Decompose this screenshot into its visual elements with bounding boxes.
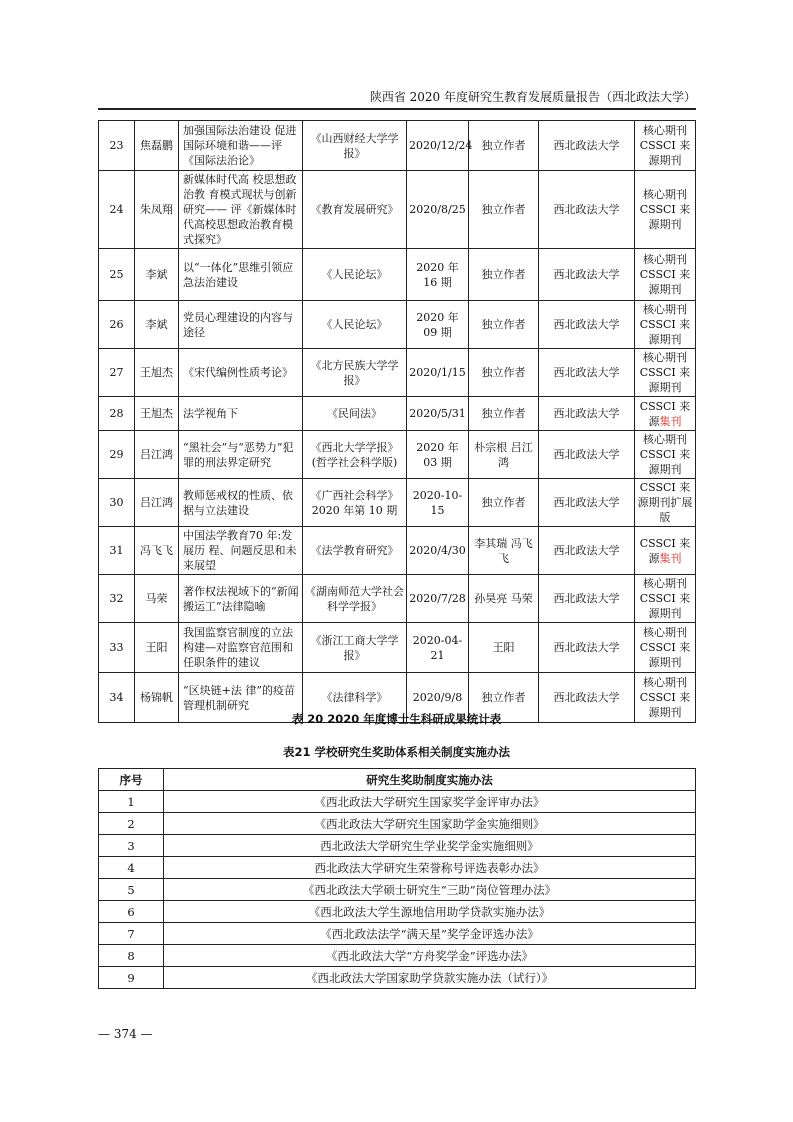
table-header-row <box>99 769 696 791</box>
cell-author-name-text: 吕江鸿 <box>140 448 173 461</box>
cell-publish-date-text: 2020/5/31 <box>409 407 466 420</box>
table-row <box>99 397 696 431</box>
cell-publish-date-text: 2020 年 09 期 <box>416 310 459 339</box>
cell-number: 8 <box>99 945 164 967</box>
cell-author-name <box>135 171 179 249</box>
cell-journal-level-text: 核心期刊CSSCI 来源期刊 <box>639 626 691 669</box>
cell-author-order-text: 独立作者 <box>481 691 526 704</box>
cell-policy-name: 《西北政法大学国家助学贷款实施办法（试行）》 <box>164 967 696 989</box>
cell-affiliation-text: 西北政法大学 <box>553 407 620 420</box>
cell-author-order <box>469 479 539 527</box>
cell-publish-date-text: 2020/1/15 <box>409 366 466 379</box>
cell-publish-date <box>407 171 469 249</box>
table-row <box>99 527 696 575</box>
cell-author-order <box>469 575 539 623</box>
cell-author-order-text: 独立作者 <box>481 268 526 281</box>
cell-author-name <box>135 349 179 397</box>
cell-affiliation-text: 西北政法大学 <box>553 592 620 605</box>
cell-author-order-text: 独立作者 <box>481 366 526 379</box>
cell-journal-text: 《法学教育研究》 <box>310 544 399 557</box>
cell-author-name-text: 王旭杰 <box>140 366 173 379</box>
journal-level-highlight: 集刊 <box>659 551 682 565</box>
cell-number-text: 31 <box>109 544 124 557</box>
cell-journal <box>303 249 407 301</box>
cell-publish-date-text: 2020/7/28 <box>409 592 466 605</box>
cell-affiliation-text: 西北政法大学 <box>553 641 620 654</box>
cell-number: 7 <box>99 923 164 945</box>
cell-journal-level-text: CSSCI 来源 <box>639 399 691 428</box>
cell-publish-date-text: 2020/8/25 <box>409 203 466 216</box>
cell-number: 5 <box>99 879 164 901</box>
cell-journal-level-text: 核心期刊CSSCI 来源期刊 <box>639 351 691 394</box>
cell-affiliation-text: 西北政法大学 <box>553 496 620 509</box>
cell-journal-level-text: CSSCI 来源 <box>639 536 691 565</box>
cell-author-order-text: 朴宗根 吕江鸿 <box>474 440 533 469</box>
cell-paper-title-text: 法学视角下 <box>183 407 238 420</box>
cell-author-order-text: 独立作者 <box>481 318 526 331</box>
cell-journal-text: 《北方民族大学学报》 <box>310 358 399 387</box>
cell-journal <box>303 349 407 397</box>
cell-journal-level <box>635 479 696 527</box>
cell-paper-title-text: 党员心理建设的内容与途径 <box>183 310 293 339</box>
cell-affiliation <box>539 397 635 431</box>
cell-author-order <box>469 623 539 673</box>
cell-publish-date <box>407 249 469 301</box>
cell-affiliation <box>539 171 635 249</box>
table-row <box>99 349 696 397</box>
cell-author-name-text: 李斌 <box>145 268 168 281</box>
cell-publish-date <box>407 479 469 527</box>
cell-author-order <box>469 431 539 479</box>
cell-journal-level-text: 核心期刊CSSCI 来源期刊 <box>639 433 691 476</box>
cell-affiliation-text: 西北政法大学 <box>553 203 620 216</box>
cell-journal-level <box>635 249 696 301</box>
cell-journal-level-text: 核心期刊CSSCI 来源期刊 <box>639 303 691 346</box>
table-row <box>99 967 696 989</box>
cell-paper-title-text: 以“一体化”思维引领应急法治建设 <box>183 260 294 289</box>
cell-affiliation-text: 西北政法大学 <box>553 691 620 704</box>
cell-affiliation <box>539 431 635 479</box>
cell-journal-level <box>635 623 696 673</box>
cell-number <box>99 301 135 349</box>
cell-journal-level-text: 核心期刊CSSCI 来源期刊 <box>639 676 691 719</box>
cell-publish-date <box>407 527 469 575</box>
table-row <box>99 171 696 249</box>
cell-author-name <box>135 249 179 301</box>
cell-affiliation-text: 西北政法大学 <box>553 366 620 379</box>
cell-paper-title <box>179 301 303 349</box>
cell-author-name <box>135 527 179 575</box>
cell-paper-title <box>179 121 303 171</box>
cell-paper-title-text: 我国监察官制度的立法构建—对监察官范围和任职条件的建议 <box>183 626 293 669</box>
cell-number: 6 <box>99 901 164 923</box>
cell-number-text: 32 <box>109 592 124 605</box>
table-21-caption: 表21 学校研究生奖助体系相关制度实施办法 <box>282 745 510 759</box>
cell-author-name-text: 焦磊鹏 <box>140 139 173 152</box>
cell-publish-date <box>407 349 469 397</box>
table-row <box>99 945 696 967</box>
cell-paper-title-text: 加强国际法治建设 促进国际环境和谐——评《国际法治论》 <box>183 124 297 167</box>
cell-number-text: 25 <box>109 268 124 281</box>
table-20-caption: 表 20 2020 年度博士生科研成果统计表 <box>291 712 502 726</box>
cell-number-text: 33 <box>109 641 124 654</box>
cell-journal-text: 《人民论坛》 <box>321 318 388 331</box>
cell-policy-name: 西北政法大学研究生学业奖学金实施细则》 <box>164 835 696 857</box>
cell-journal-level-text: 核心期刊CSSCI 来源期刊 <box>639 124 691 167</box>
cell-author-order-text: 孙昊亮 马荣 <box>474 592 533 605</box>
cell-number: 1 <box>99 791 164 813</box>
table-row <box>99 813 696 835</box>
cell-author-name-text: 王阳 <box>145 641 168 654</box>
cell-journal-text: 《民间法》 <box>327 407 382 420</box>
cell-journal <box>303 171 407 249</box>
table-row <box>99 623 696 673</box>
cell-journal <box>303 121 407 171</box>
cell-number <box>99 431 135 479</box>
cell-journal <box>303 527 407 575</box>
cell-publish-date <box>407 301 469 349</box>
cell-journal <box>303 301 407 349</box>
cell-number <box>99 171 135 249</box>
cell-paper-title-text: 中国法学教育70 年:发展历 程、问题反思和未来展望 <box>183 529 297 572</box>
award-rules-table <box>98 768 696 989</box>
cell-journal-text: 《教育发展研究》 <box>310 203 399 216</box>
cell-author-name <box>135 431 179 479</box>
cell-journal-level <box>635 171 696 249</box>
cell-number <box>99 349 135 397</box>
cell-journal <box>303 623 407 673</box>
cell-paper-title <box>179 249 303 301</box>
table-row <box>99 249 696 301</box>
cell-paper-title-text: 著作权法视域下的“新闻搬运工”法律隐喻 <box>183 584 299 613</box>
header-title: 陕西省 2020 年度研究生教育发展质量报告（西北政法大学） <box>369 90 696 104</box>
cell-affiliation-text: 西北政法大学 <box>553 139 620 152</box>
cell-affiliation-text: 西北政法大学 <box>553 268 620 281</box>
cell-author-name-text: 朱凤翔 <box>140 203 173 216</box>
cell-journal-level-text: 核心期刊CSSCI 来源期刊 <box>639 577 691 620</box>
journal-level-highlight: 集刊 <box>659 414 682 428</box>
cell-number-text: 34 <box>109 691 124 704</box>
cell-journal <box>303 575 407 623</box>
cell-number-text: 30 <box>109 496 124 509</box>
cell-paper-title <box>179 171 303 249</box>
cell-number-text: 29 <box>109 448 124 461</box>
cell-paper-title <box>179 431 303 479</box>
table-row <box>99 901 696 923</box>
cell-policy-name: 西北政法大学研究生荣誉称号评选表彰办法》 <box>164 857 696 879</box>
cell-author-order-text: 李其瑞 冯飞飞 <box>474 536 533 565</box>
cell-journal-level <box>635 349 696 397</box>
cell-policy-name: 《西北政法大学生源地信用助学贷款实施办法》 <box>164 901 696 923</box>
cell-publish-date-text: 2020-04-21 <box>412 633 463 662</box>
table-row <box>99 923 696 945</box>
cell-journal-level <box>635 575 696 623</box>
cell-number-text: 24 <box>109 203 124 216</box>
cell-paper-title-text: 教师惩戒权的性质、依据与立法建设 <box>183 488 293 517</box>
cell-number <box>99 249 135 301</box>
cell-number-text: 27 <box>109 366 124 379</box>
cell-publish-date <box>407 397 469 431</box>
cell-author-order <box>469 121 539 171</box>
cell-affiliation <box>539 527 635 575</box>
cell-journal-level-text: 核心期刊CSSCI 来源期刊 <box>639 253 691 296</box>
cell-paper-title <box>179 397 303 431</box>
cell-author-order <box>469 527 539 575</box>
cell-journal-level <box>635 431 696 479</box>
cell-author-order-text: 独立作者 <box>481 496 526 509</box>
cell-author-order <box>469 249 539 301</box>
table-row <box>99 835 696 857</box>
cell-affiliation <box>539 249 635 301</box>
cell-journal-level <box>635 397 696 431</box>
page-header <box>98 88 696 110</box>
cell-author-name-text: 李斌 <box>145 318 168 331</box>
cell-number-text: 26 <box>109 318 124 331</box>
cell-number-text: 28 <box>109 407 124 420</box>
table-row <box>99 857 696 879</box>
table-row <box>99 575 696 623</box>
cell-author-name-text: 马荣 <box>145 592 168 605</box>
cell-policy-name: 《西北政法大学研究生国家助学金实施细则》 <box>164 813 696 835</box>
cell-paper-title <box>179 623 303 673</box>
cell-author-order-text: 独立作者 <box>481 139 526 152</box>
cell-number: 4 <box>99 857 164 879</box>
table-row <box>99 121 696 171</box>
cell-author-name <box>135 479 179 527</box>
cell-policy-name: 《西北政法大学研究生国家奖学金评审办法》 <box>164 791 696 813</box>
cell-paper-title-text: “黑社会”与“恶势力”犯罪的刑法界定研究 <box>183 440 294 469</box>
cell-number <box>99 397 135 431</box>
cell-journal-level <box>635 121 696 171</box>
cell-paper-title <box>179 527 303 575</box>
cell-number <box>99 479 135 527</box>
cell-affiliation-text: 西北政法大学 <box>553 448 620 461</box>
table-row <box>99 791 696 813</box>
table-row <box>99 479 696 527</box>
cell-affiliation <box>539 349 635 397</box>
cell-affiliation-text: 西北政法大学 <box>553 318 620 331</box>
table-row <box>99 301 696 349</box>
cell-journal-text: 《浙江工商大学学报》 <box>310 633 399 662</box>
cell-publish-date <box>407 431 469 479</box>
cell-publish-date-text: 2020/9/8 <box>412 691 463 704</box>
cell-affiliation <box>539 623 635 673</box>
cell-number: 3 <box>99 835 164 857</box>
cell-journal-text: 《法律科学》 <box>321 691 388 704</box>
cell-paper-title <box>179 349 303 397</box>
cell-journal-text: 《西北大学学报》(哲学社会科学版) <box>310 440 399 469</box>
cell-paper-title-text: “区块链+法 律”的疫苗管理机制研究 <box>183 683 295 712</box>
cell-journal <box>303 431 407 479</box>
cell-affiliation <box>539 121 635 171</box>
cell-number <box>99 575 135 623</box>
cell-journal-text: 《广西社会科学》2020 年第 10 期 <box>310 488 399 517</box>
cell-journal-level <box>635 527 696 575</box>
cell-number: 2 <box>99 813 164 835</box>
cell-number <box>99 623 135 673</box>
cell-publish-date-text: 2020 年 03 期 <box>416 440 459 469</box>
cell-publish-date <box>407 121 473 171</box>
cell-author-name <box>135 121 179 171</box>
cell-author-order <box>469 397 539 431</box>
table-row <box>99 879 696 901</box>
cell-author-name-text: 吕江鸿 <box>140 496 173 509</box>
cell-journal-text: 《山西财经大学学报》 <box>310 131 399 160</box>
header-no: 序号 <box>99 769 164 791</box>
cell-affiliation <box>539 575 635 623</box>
page-number: — 374 — <box>98 1027 153 1041</box>
cell-author-name-text: 杨锦帆 <box>140 691 173 704</box>
cell-affiliation <box>539 479 635 527</box>
cell-publish-date-text: 2020/12/24 <box>409 139 473 152</box>
cell-affiliation <box>539 301 635 349</box>
cell-author-order <box>469 171 539 249</box>
cell-paper-title <box>179 479 303 527</box>
cell-author-name <box>135 623 179 673</box>
header-policy-name: 研究生奖助制度实施办法 <box>164 769 696 791</box>
cell-publish-date <box>407 623 469 673</box>
cell-paper-title-text: 《宋代编例性质考论》 <box>183 366 293 379</box>
cell-policy-name: 《西北政法大学“方舟奖学金”评选办法》 <box>164 945 696 967</box>
cell-author-name <box>135 397 179 431</box>
cell-affiliation-text: 西北政法大学 <box>553 544 620 557</box>
cell-publish-date <box>407 575 469 623</box>
cell-author-name <box>135 301 179 349</box>
table-row <box>99 431 696 479</box>
cell-journal-text: 《湖南师范大学社会科学学报》 <box>305 584 404 613</box>
cell-paper-title <box>179 575 303 623</box>
cell-policy-name: 《西北政法法学“满天星”奖学金评选办法》 <box>164 923 696 945</box>
cell-paper-title-text: 新媒体时代高 校思想政治教 育模式现状与创新研究—— 评《新媒体时代高校思想政治教育模式探究》 <box>183 173 297 246</box>
cell-author-order-text: 独立作者 <box>481 203 526 216</box>
cell-publish-date-text: 2020 年 16 期 <box>416 260 459 289</box>
cell-number-text: 23 <box>109 139 124 152</box>
cell-number <box>99 121 135 171</box>
cell-policy-name: 《西北政法大学硕士研究生“三助”岗位管理办法》 <box>164 879 696 901</box>
cell-author-name-text: 王旭杰 <box>140 407 173 420</box>
cell-journal-level-text: 核心期刊CSSCI 来源期刊 <box>639 188 691 231</box>
cell-journal-text: 《人民论坛》 <box>321 268 388 281</box>
cell-journal <box>303 397 407 431</box>
cell-publish-date-text: 2020-10-15 <box>412 488 463 517</box>
cell-author-name-text: 冯飞飞 <box>140 544 173 557</box>
cell-author-name <box>135 575 179 623</box>
cell-number <box>99 527 135 575</box>
cell-author-order-text: 独立作者 <box>481 407 526 420</box>
cell-journal <box>303 479 407 527</box>
research-results-table <box>98 120 696 723</box>
cell-author-order <box>469 301 539 349</box>
cell-number: 9 <box>99 967 164 989</box>
cell-publish-date-text: 2020/4/30 <box>409 544 466 557</box>
cell-journal-level-text: CSSCI 来源期刊扩展版 <box>637 481 693 524</box>
cell-author-order <box>469 349 539 397</box>
cell-journal-level <box>635 301 696 349</box>
cell-author-order-text: 王阳 <box>492 641 515 654</box>
